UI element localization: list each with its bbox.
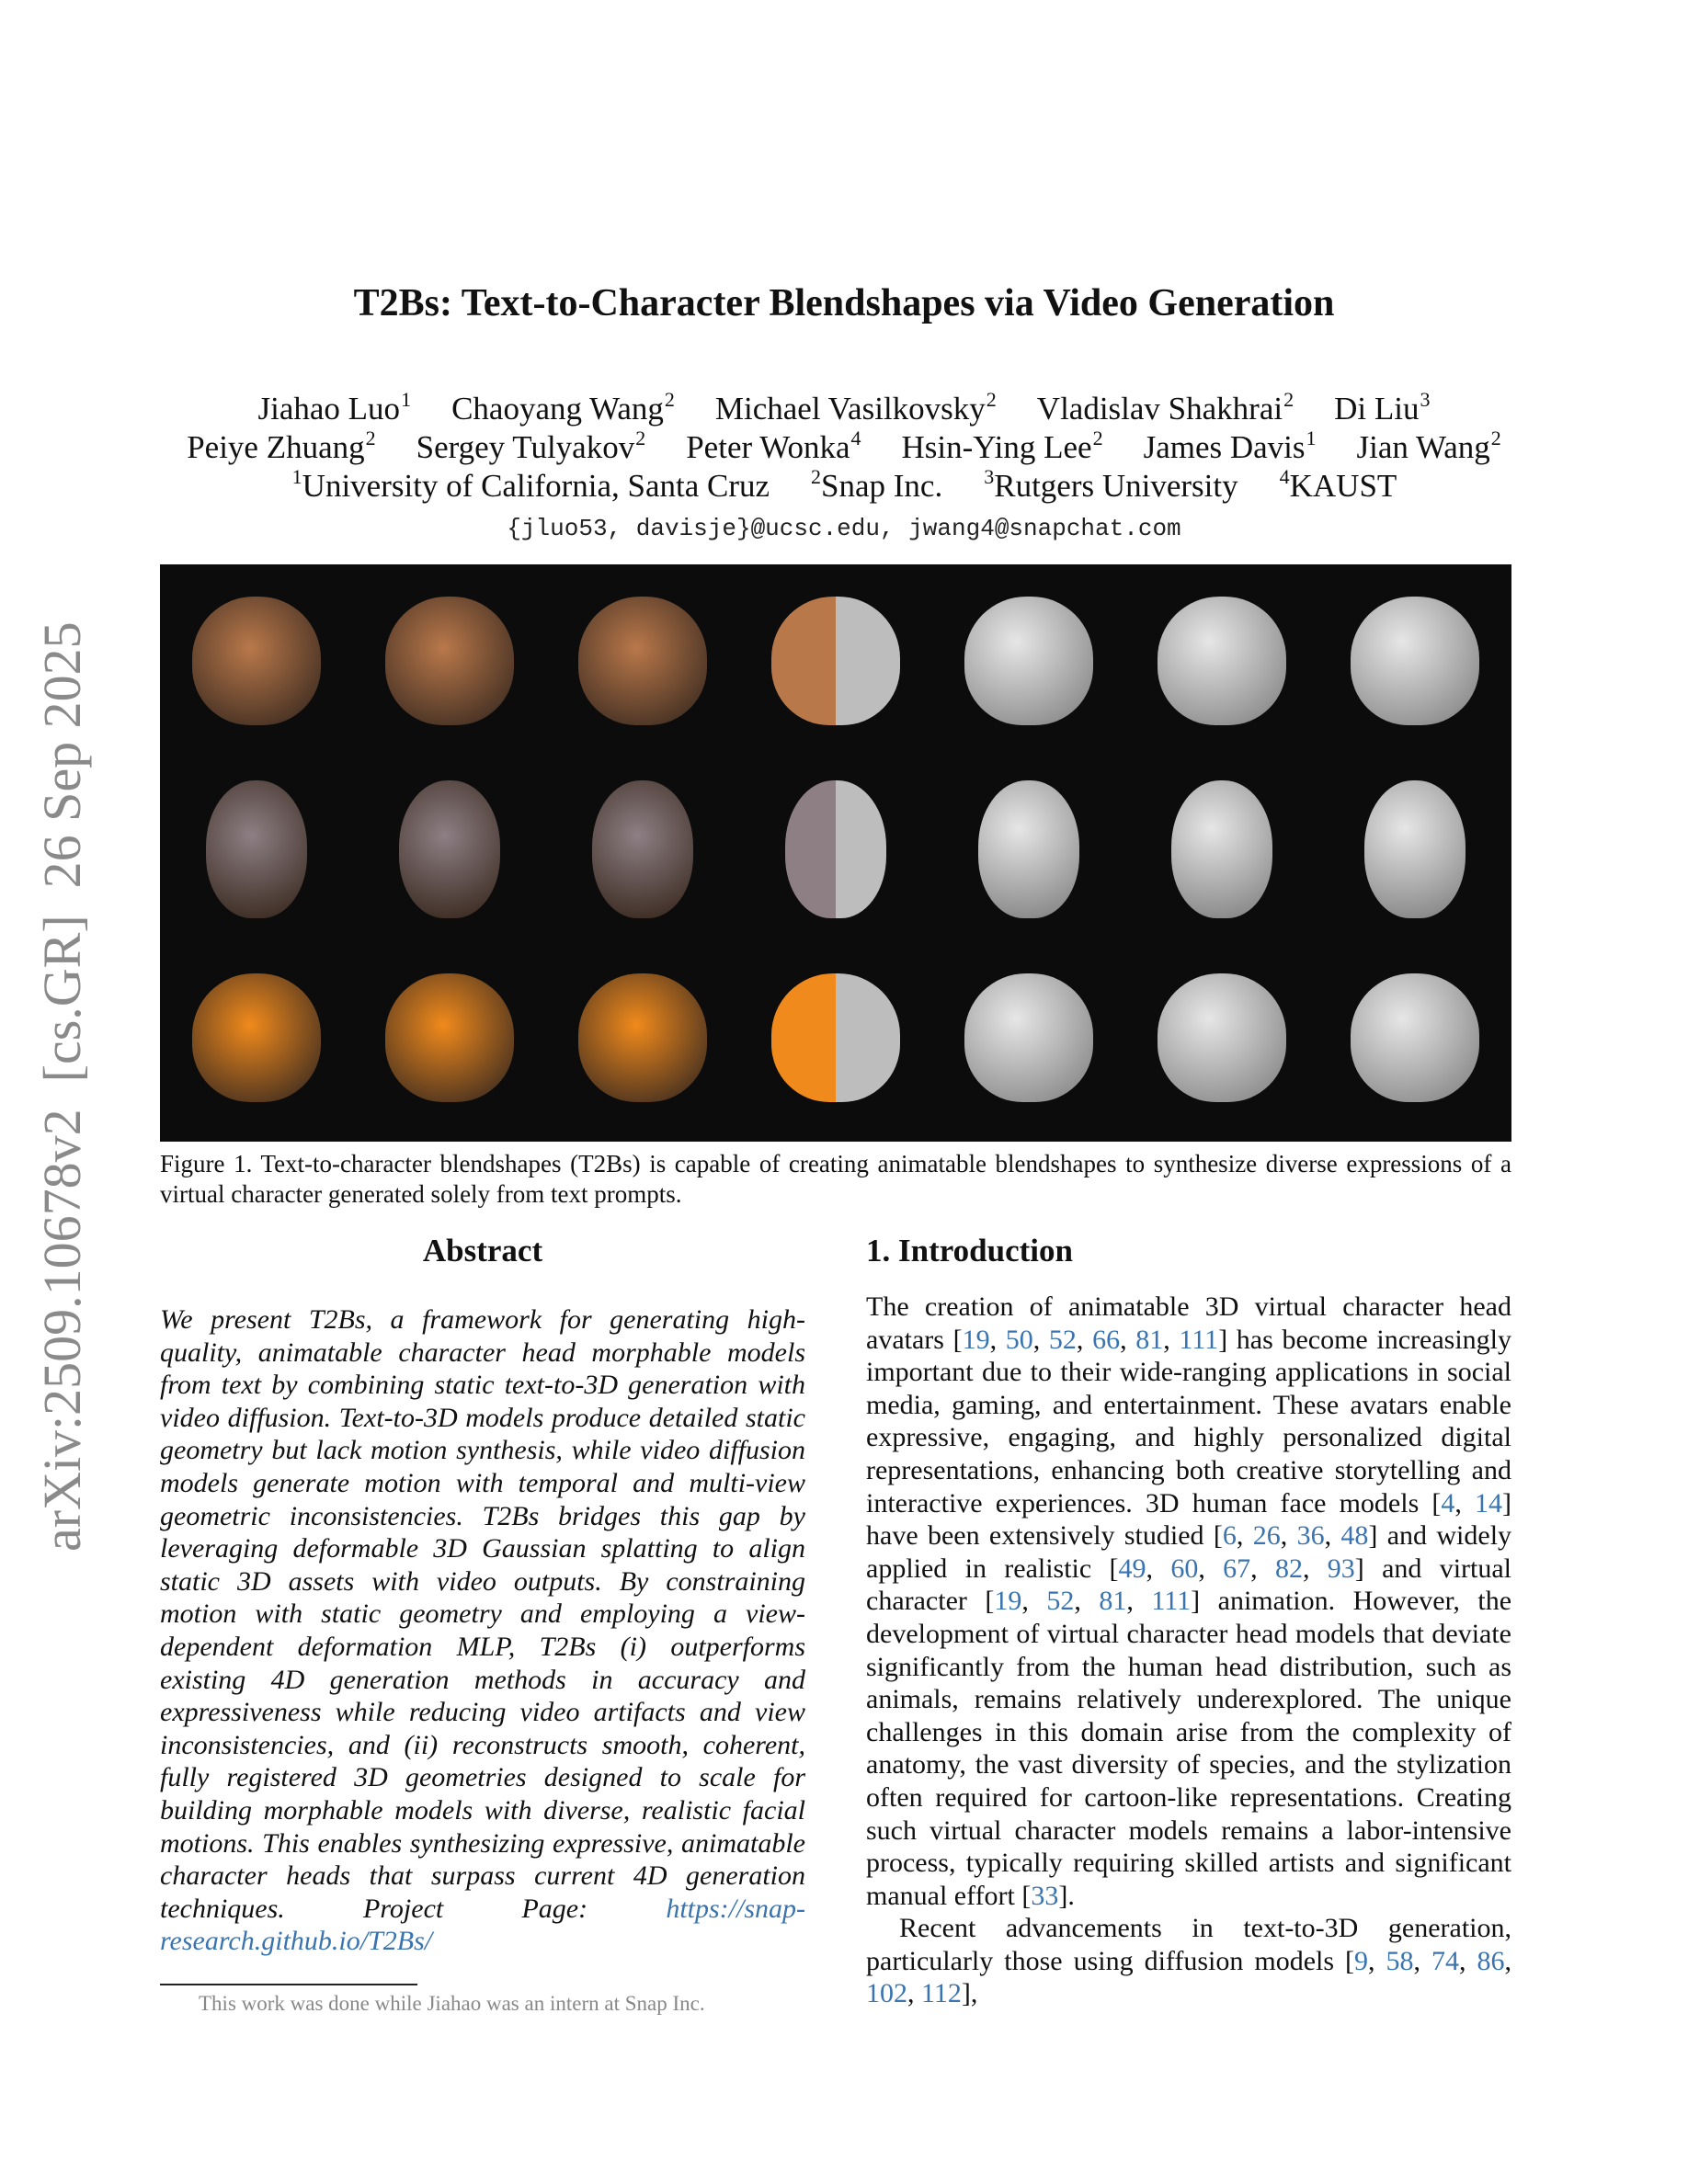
author [451,390,675,428]
project-page-label: Project Page: [363,1893,588,1924]
citation-link[interactable]: 26 [1252,1520,1281,1552]
character-head-fox [1158,973,1286,1102]
paper-title: T2Bs: Text-to-Character Blendshapes via Video Generation [353,282,1335,324]
citation-link[interactable]: 111 [1179,1324,1219,1355]
author-name: Michael Vasilkovsky [714,391,986,427]
author [416,428,646,467]
citation-link[interactable]: 50 [1005,1324,1033,1355]
citation-link[interactable]: 66 [1092,1324,1121,1355]
introduction-text [866,1291,1511,2010]
author [715,390,997,428]
affiliation [983,467,1237,506]
citation-link[interactable]: 67 [1223,1553,1251,1584]
citation-link[interactable]: 48 [1340,1520,1369,1552]
affiliation-number: 1 [291,465,302,488]
character-head-fox [1351,973,1479,1102]
author-name: Vladislav Shakhrai [1036,391,1283,427]
character-head-fox [578,973,707,1102]
character-head-dog [1158,597,1286,725]
affiliation-number: 3 [984,465,995,488]
affiliation-number: 4 [1279,465,1290,488]
abstract-text [160,1303,805,1958]
affiliation [291,467,770,506]
author [258,390,412,428]
author [1334,390,1430,428]
character-head-fox [964,973,1093,1102]
author-name: Jian Wang [1356,429,1490,465]
citation-link[interactable]: 4 [1441,1487,1455,1519]
author-affiliation-mark: 2 [664,388,675,411]
citation-link[interactable]: 52 [1046,1586,1075,1617]
author-affiliation-mark: 2 [365,427,376,449]
author-affiliation-mark: 3 [1420,388,1431,411]
citation-link[interactable]: 49 [1118,1553,1146,1584]
author-affiliation-mark: 2 [1092,427,1103,449]
author-name: Di Liu [1334,391,1420,427]
character-head-donkey [399,780,500,918]
citation-link[interactable]: 93 [1327,1553,1355,1584]
arxiv-watermark: arXiv:2509.10678v2 [cs.GR] 26 Sep 2025 [32,621,92,1552]
author-name: Peiye Zhuang [187,429,365,465]
author-affiliation-mark: 2 [986,388,997,411]
author [187,428,375,467]
affiliation-name: Snap Inc. [821,468,943,504]
citation-link[interactable]: 60 [1170,1553,1199,1584]
author-affiliation-mark: 4 [850,427,861,449]
affiliation-name: KAUST [1289,468,1397,504]
character-head-fox [385,973,514,1102]
author [902,428,1103,467]
affiliations [0,467,1688,506]
citation-link[interactable]: 81 [1135,1324,1164,1355]
introduction-paragraph: Recent advancements in text-to-3D generation, particularly those using diffusion models [9, 58, 74, 86, 102, 112], [866,1913,1512,2009]
character-head-donkey [1364,780,1466,918]
left-column [160,1232,805,2017]
character-head-dog [964,597,1093,725]
affiliation [810,467,942,506]
author-affiliation-mark: 2 [635,427,646,449]
citation-link[interactable]: 14 [1475,1487,1503,1519]
citation-link[interactable]: 86 [1477,1945,1505,1976]
project-page-link[interactable]: https://snap-research.github.io/T2Bs/ [160,1893,805,1957]
author-name: Sergey Tulyakov [416,429,635,465]
author-name: James Davis [1143,429,1306,465]
citation-link[interactable]: 112 [921,1978,962,2009]
affiliation-name: Rutgers University [994,468,1238,504]
character-head-donkey [206,780,307,918]
character-head-dog [578,597,707,725]
abstract-body: We present T2Bs, a framework for generating high-quality, animatable character head morphable models from text by combining static text-to-3D generation with video diffusion. Text-to-3D models produce detailed static geometry but lack motion synthesis, while video diffusion models generate motion with temporal and multi-view geometric inconsistencies. T2Bs bridges this gap by leveraging deformable 3D Gaussian splatting to align static 3D assets with video outputs. By constraining motion with static geometry and employing a view-dependent deformation MLP, T2Bs (i) outperforms existing 4D generation methods in accuracy and expressiveness while reducing video artifacts and view inconsistencies, and (ii) reconstructs smooth, coherent, fully registered 3D geometries designed to scale for building morphable models with diverse, realistic facial motions. This enables synthesizing expressive, animatable character heads that surpass current 4D generation techniques. [160,1304,805,1924]
citation-link[interactable]: 58 [1386,1945,1414,1976]
character-head-dog [1351,597,1479,725]
author-affiliation-mark: 2 [1490,427,1501,449]
character-head-dog [385,597,514,725]
character-head-dog [192,597,321,725]
footnote-divider [160,1984,417,1985]
author [1144,428,1317,467]
character-head-dog [771,597,900,725]
author [1037,390,1294,428]
citation-link[interactable]: 19 [962,1324,990,1355]
author-affiliation-mark: 2 [1283,388,1295,411]
author-name: Peter Wonka [686,429,850,465]
figure-1-image [160,564,1511,1142]
citation-link[interactable]: 102 [866,1978,907,2009]
citation-link[interactable]: 19 [994,1586,1022,1617]
introduction-paragraph: The creation of animatable 3D virtual character head avatars [19, 50, 52, 66, 81, 111] has become increasingly important due to their wide-ranging applications in social media, gaming, and entertainment. These avatars enable expressive, engaging, and highly personalized digital representations, enhancing both creative storytelling and interactive experiences. 3D human face models [4, 14] have been extensively studied [6, 26, 36, 48] and widely applied in realistic [49, 60, 67, 82, 93] and virtual character [19, 52, 81, 111] animation. However, the development of virtual character head models that deviate significantly from the human head distribution, such as animals, remains relatively underexplored. The unique challenges in this domain arise from the complexity of anatomy, the vast diversity of species, and the stylization often required for cartoon-like representations. Creating such virtual character models remains a labor-intensive process, typically requiring skilled artists and significant manual effort [33]. [866,1291,1512,1911]
citation-link[interactable]: 33 [1031,1880,1059,1911]
introduction-heading: 1. Introduction [866,1233,1073,1268]
citation-link[interactable]: 81 [1099,1586,1127,1617]
citation-link[interactable]: 52 [1048,1324,1077,1355]
author-name: Chaoyang Wang [451,391,664,427]
citation-link[interactable]: 111 [1151,1586,1192,1617]
character-head-donkey [592,780,693,918]
figure-caption: Figure 1. Text-to-character blendshapes (T2Bs) is capable of creating animatable blendshapes to synthesize diverse expressions of a virtual character generated solely from text prompts. [160,1150,1511,1208]
abstract-heading: Abstract [422,1233,543,1268]
author-affiliation-mark: 1 [1306,427,1317,449]
author-name: Hsin-Ying Lee [901,429,1092,465]
author [686,428,861,467]
character-head-donkey [978,780,1079,918]
character-head-donkey [785,780,886,918]
character-head-donkey [1171,780,1272,918]
affiliation-number: 2 [811,465,822,488]
character-head-fox [192,973,321,1102]
character-head-fox [771,973,900,1102]
affiliation-name: University of California, Santa Cruz [302,468,770,504]
author-name: Jiahao Luo [257,391,401,427]
author-affiliation-mark: 1 [401,388,412,411]
authors-line-2 [0,428,1688,467]
contact-emails: {jluo53, davisje}@ucsc.edu, jwang4@snapchat.com [507,515,1181,542]
citation-link[interactable]: 36 [1296,1520,1325,1552]
authors-line-1 [0,390,1688,428]
citation-link[interactable]: 74 [1431,1945,1460,1976]
citation-link[interactable]: 6 [1222,1520,1237,1552]
author [1357,428,1501,467]
citation-link[interactable]: 82 [1274,1553,1303,1584]
footnote: This work was done while Jiahao was an intern at Snap Inc. [199,1991,705,2015]
citation-link[interactable]: 9 [1354,1945,1369,1976]
affiliation [1279,467,1397,506]
